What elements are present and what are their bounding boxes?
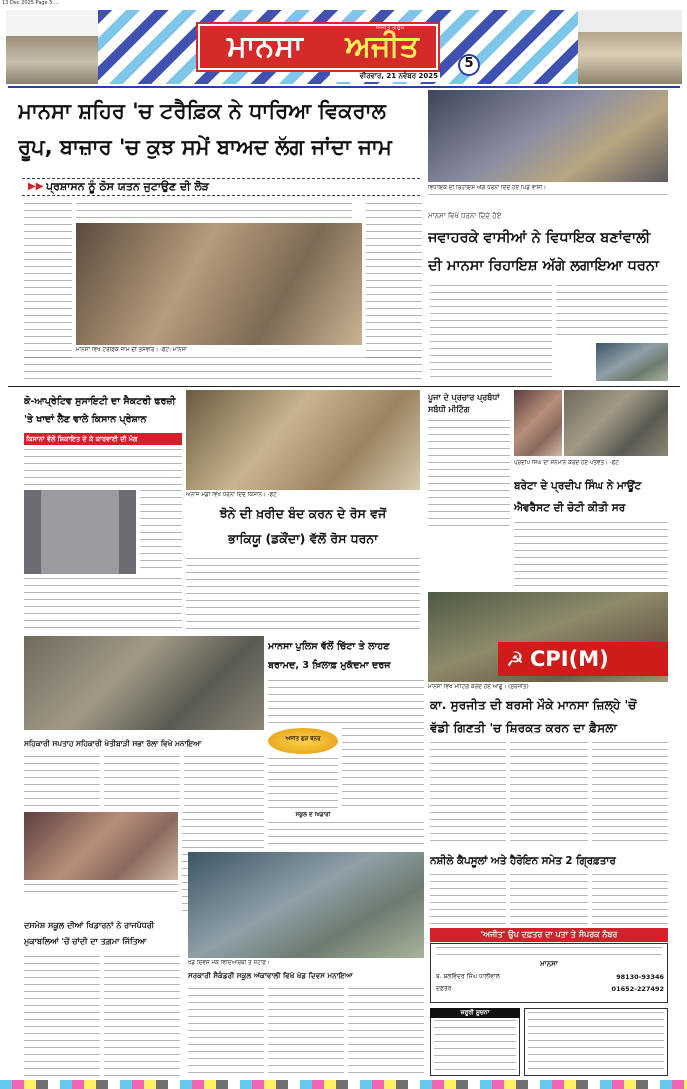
drugs-body-col2 [510, 874, 588, 924]
pradeep-headline-line1: ਬਰੇਟਾ ਦੇ ਪ੍ਰਦੀਪ ਸਿੰਘ ਨੇ ਮਾਊਂਟ [514, 480, 642, 492]
contact-row1-phone: 98130-93346 [616, 973, 664, 981]
sahkari-body-col3 [184, 756, 264, 806]
masthead-right-title: ਅਜੀਤ [345, 29, 419, 64]
cpim-caption: ਮਾਨਸਾ ਵਿਖੇ ਮੀਟਿੰਗ ਕਰਦੇ ਹੋਏ ਆਗੂ। (ਸੁਰਜੀਤ) [428, 684, 529, 690]
cpim-banner-text: CPI(M) [530, 647, 609, 671]
contact-row1-label: ਬ. ਬਲਵਿੰਦਰ ਸਿੰਘ ਧਾਲੀਵਾਲ [436, 973, 500, 980]
lead-body-bottom [24, 357, 422, 381]
drugs-body-col1 [430, 874, 506, 924]
lead-subhead-arrow: ▶▶ [28, 181, 44, 192]
coop-body-right [140, 490, 182, 574]
cpim-body-col2 [510, 742, 588, 846]
sahkari-badge-text: ਅਜੀਤ ਗੁੜ ਬੈਨਰ [285, 736, 321, 742]
seniorschool-body-col3 [348, 988, 424, 1076]
seniorschool-headline: ਸਰਕਾਰੀ ਸੈਕੰਡਰੀ ਸਕੂਲ ਅੱਕਾਂਵਾਲੀ ਵਿਖੇ ਖੇਡ ਦਿਵਸ ਮਨਾਇਆ [188, 971, 353, 980]
masthead-right-photo [578, 10, 682, 84]
school-body-col2 [104, 956, 180, 1076]
masthead-rule [8, 86, 680, 88]
masthead-tagline: ਅਜੀਤ ਗਰੁੱਪ [375, 24, 405, 31]
contact-row2-label: ਦਫ਼ਤਰ [436, 985, 452, 992]
masthead-left-title: ਮਾਨਸਾ [227, 29, 303, 64]
coop-body [24, 449, 182, 489]
scan-header: 13 Dec 2025 Page 5 ... [2, 0, 59, 6]
seniorschool-body-col2 [268, 988, 344, 1076]
drugs-headline: ਨਸ਼ੀਲੇ ਕੈਪਸੂਲਾਂ ਅਤੇ ਹੈਰੋਇਨ ਸਮੇਤ 2 ਗ੍ਰਿਫ਼ਤਾਰ [430, 855, 616, 867]
pradeep-photo-right [564, 390, 668, 456]
school-headline-line1: ਦਸਮੇਸ਼ ਸਕੂਲ ਦੀਆਂ ਖਿਡਾਰਨਾਂ ਨੇ ਰਾਜਪੱਧਰੀ [24, 921, 155, 930]
police-body-col2 [342, 728, 424, 808]
ad-title: ਜ਼ਰੂਰੀ ਸੂਚਨਾ [430, 1008, 520, 1018]
dharna-body-col2 [556, 285, 668, 341]
pradeep-headline-line2: ਐਵਰੈਸਟ ਦੀ ਚੋਟੀ ਕੀਤੀ ਸਰ [514, 502, 626, 514]
masthead [0, 10, 687, 86]
dharna-body-col1 [430, 285, 552, 381]
paddy-photo-caption: ਅਨਾਜ ਮੰਡੀ ਵਿਖੇ ਧਰਨਾ ਦਿੰਦੇ ਕਿਸਾਨ। -ਫੋਟੋ [186, 492, 277, 498]
seniorschool-top-body [268, 822, 424, 850]
paddy-body [186, 558, 420, 634]
stub-headline: ਪੂਜਾ ਦੇ ਪ੍ਰਚਾਰ ਪ੍ਰਬੰਧਾਂ ਸਬੰਧੀ ਮੀਟਿੰਗ [428, 393, 500, 414]
cpim-body-col1 [430, 742, 506, 846]
pradeep-body [514, 522, 668, 590]
sahkari-body-col2 [104, 756, 180, 806]
sahkari-headline: ਸਹਿਕਾਰੀ ਸਪਤਾਹ ਸਹਿਕਾਰੀ ਖੇਤੀਬਾੜੀ ਸਭਾ ਰੱਲਾ ਵਿਖੇ ਮਨਾਇਆ [24, 739, 202, 748]
seniorschool-body-col1 [188, 988, 264, 1076]
pradeep-caption: ਪ੍ਰਦੀਪ ਸਿੰਘ ਦਾ ਸਨਮਾਨ ਕਰਦੇ ਹੋਏ ਪਤਵੰਤੇ। -ਫੋਟੋ [514, 460, 619, 466]
school-top-body [24, 884, 178, 898]
police-headline-line1: ਮਾਨਸਾ ਪੁਲਿਸ ਵੱਲੋਂ ਚਿੱਟਾ ਤੇ ਲਾਹਣ [268, 641, 390, 652]
dharna-kicker: ਮਾਨਸਾ ਵਿਖੇ ਧਰਨਾ ਦਿੰਦੇ ਹੋਏ [428, 212, 502, 220]
page-number: 5 [464, 56, 474, 71]
seniorschool-photo-caption: ਖੇਡ ਦਿਵਸ ਮੌਕੇ ਵਿਦਿਆਰਥੀ ਤੇ ਸਟਾਫ਼। [188, 960, 270, 966]
school-body-col1 [24, 956, 100, 1076]
dharna-inset-photo [596, 343, 668, 381]
seniorschool-photo [188, 852, 424, 958]
registration-strip [0, 1080, 687, 1089]
seniorschool-mid-caption: ਸਕੂਲ ਦੇ ਖਿਡਾਰੀ [295, 812, 331, 818]
paddy-headline-line2: ਭਾਕਿਯੂ (ਡਕੌਂਦਾ) ਵੱਲੋਂ ਰੋਸ ਧਰਨਾ [228, 531, 378, 546]
coop-photo [24, 490, 136, 574]
masthead-left-photo [6, 10, 98, 84]
lead-photo-caption: ਮਾਨਸਾ ਵਿਖੇ ਟਰੈਫ਼ਿਕ ਜਾਮ ਦੀ ਤਸਵੀਰ। -ਫੋਟੋ: ਮਾਨਸਾ [76, 347, 187, 353]
contact-office-title: ਮਾਨਸਾ [540, 960, 558, 968]
sahkari-body-col1 [24, 756, 100, 806]
coop-body-bottom [24, 578, 182, 634]
lead-body-col-right [366, 203, 422, 363]
police-body [268, 680, 424, 726]
paddy-headline-line1: ਝੋਨੇ ਦੀ ਖ਼ਰੀਦ ਬੰਦ ਕਰਨ ਦੇ ਰੋਸ ਵਜੋਂ [219, 506, 387, 521]
lead-headline-line2: ਰੂਪ, ਬਾਜ਼ਾਰ 'ਚ ਕੁਝ ਸਮੇਂ ਬਾਅਦ ਲੱਗ ਜਾਂਦਾ ਜਾਮ [18, 135, 392, 159]
contact-intro [436, 947, 662, 959]
lead-body-col1 [24, 203, 72, 363]
dharna-headline-line1: ਜਵਾਹਰਕੇ ਵਾਸੀਆਂ ਨੇ ਵਿਧਾਇਕ ਬਣਾਂਵਾਲੀ [428, 230, 651, 246]
school-headline-line2: ਮੁਕਾਬਲਿਆਂ 'ਚੋਂ ਚਾਂਦੀ ਦਾ ਤਗ਼ਮਾ ਜਿੱਤਿਆ [24, 937, 147, 946]
contact-row2-phone: 01652-227492 [611, 985, 664, 993]
cpim-headline-line1: ਕਾ. ਸੁਰਜੀਤ ਦੀ ਬਰਸੀ ਮੌਕੇ ਮਾਨਸਾ ਜ਼ਿਲ੍ਹੇ 'ਚੋਂ [430, 698, 637, 712]
contact-banner-text: 'ਅਜੀਤ' ਉਪ ਦਫ਼ਤਰ ਦਾ ਪਤਾ ਤੇ ਸੰਪਰਕ ਨੰਬਰ [480, 930, 618, 939]
notice-body [528, 1012, 664, 1072]
lead-body-top [76, 203, 352, 223]
dharna-photo [428, 90, 668, 182]
drugs-body-col3 [592, 874, 668, 924]
masthead-date: ਵੀਰਵਾਰ, 21 ਨਵੰਬਰ 2025 [330, 72, 440, 82]
dharna-photo-caption: ਵਿਧਾਇਕ ਦੀ ਰਿਹਾਇਸ਼ ਅੱਗੇ ਧਰਨਾ ਦਿੰਦੇ ਹੋਏ ਪਿੰਡ ਵਾਸੀ। [428, 185, 547, 191]
divider-1 [8, 386, 680, 387]
coop-banner-text: ਕਿਸਾਨਾਂ ਵੱਲੋਂ ਸ਼ਿਕਾਇਤ ਦੇ ਕੇ ਕਾਰਵਾਈ ਦੀ ਮੰਗ [26, 435, 138, 443]
coop-headline-line2: 'ਤੇ ਖਾਦਾਂ ਲੈਣ ਵਾਲੇ ਕਿਸਾਨ ਪ੍ਰੇਸ਼ਾਨ [24, 414, 147, 425]
sahkari-body-mid [268, 758, 338, 812]
pradeep-photo-left [514, 390, 562, 456]
school-photo [24, 812, 178, 880]
police-headline-line2: ਬਰਾਮਦ, 3 ਖ਼ਿਲਾਫ਼ ਮੁਕੱਦਮਾ ਦਰਜ [268, 660, 391, 671]
lead-photo [76, 223, 362, 345]
cpim-headline-line2: ਵੱਡੀ ਗਿਣਤੀ 'ਚ ਸ਼ਿਰਕਤ ਕਰਨ ਦਾ ਫ਼ੈਸਲਾ [430, 721, 618, 735]
paddy-photo [186, 390, 420, 490]
stub-body [428, 420, 510, 532]
coop-headline-line1: ਕੋ-ਆਪ੍ਰੇਟਿਵ ਸੁਸਾਇਟੀ ਦਾ ਸੈਕਟਰੀ ਫਰਜ਼ੀ [24, 396, 176, 407]
ad-body [434, 1020, 516, 1072]
lead-subhead: ਪ੍ਰਸ਼ਾਸਨ ਨੂੰ ਠੋਸ ਯਤਨ ਜੁਟਾਉਣ ਦੀ ਲੋੜ [46, 180, 209, 193]
dharna-headline-line2: ਦੀ ਮਾਨਸਾ ਰਿਹਾਇਸ਼ ਅੱਗੇ ਲਗਾਇਆ ਧਰਨਾ [428, 258, 660, 274]
lead-headline-line1: ਮਾਨਸਾ ਸ਼ਹਿਰ 'ਚ ਟਰੈਫ਼ਿਕ ਨੇ ਧਾਰਿਆ ਵਿਕਰਾਲ [18, 99, 386, 123]
dharna-caption-line [428, 194, 668, 201]
sahkari-photo [24, 636, 264, 730]
cpim-hammer-icon: ☭ [506, 647, 524, 671]
cpim-body-col3 [592, 742, 668, 846]
